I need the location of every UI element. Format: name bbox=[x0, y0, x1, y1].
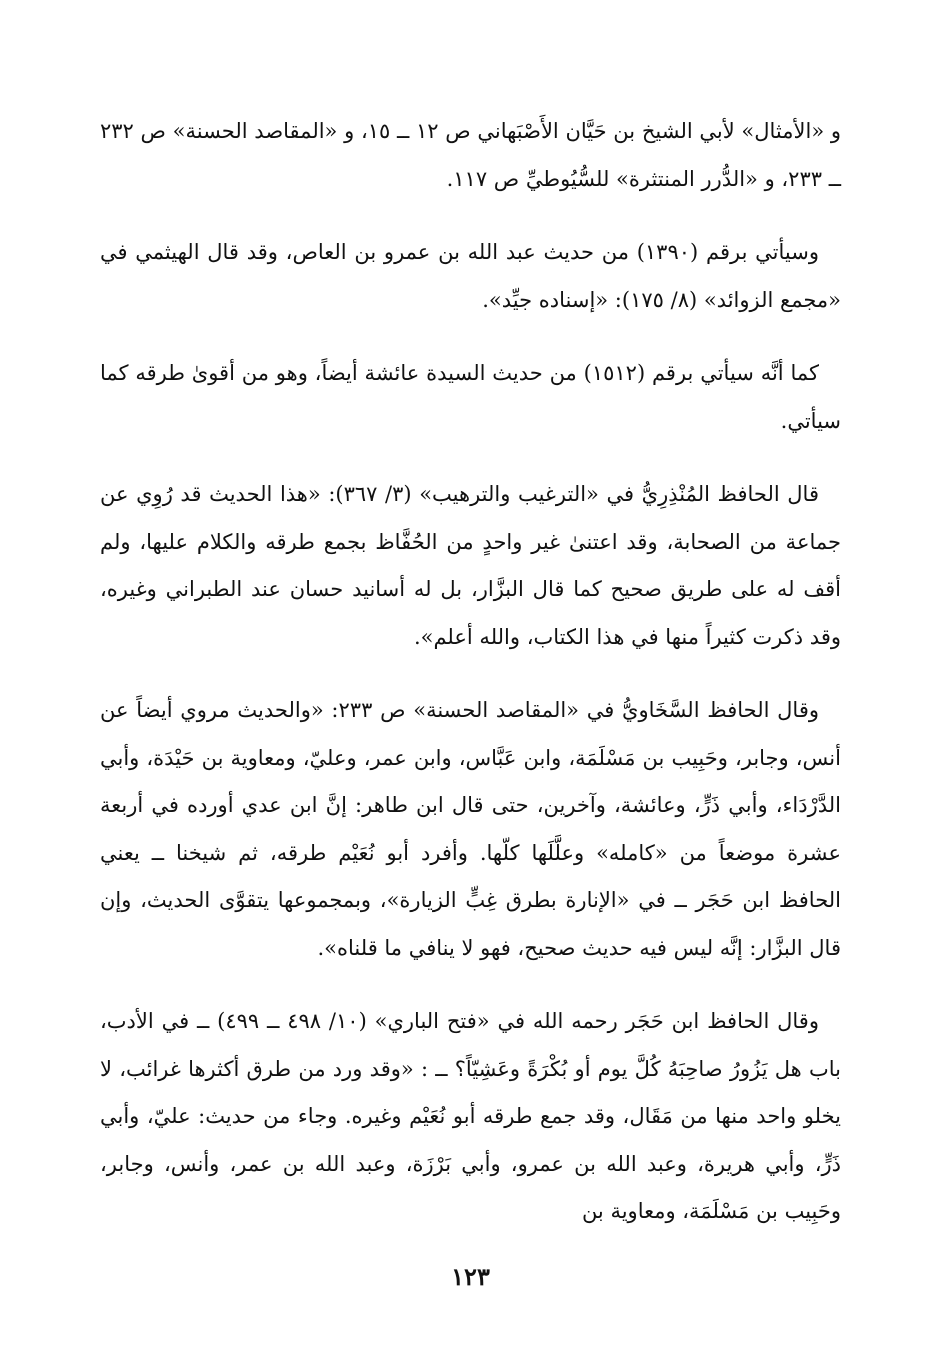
paragraph-hadith-1512: كما أنَّه سيأتي برقم (١٥١٢) من حديث السيدة عائشة أيضاً، وهو من أقوىٰ طرقه كما سيأتي. bbox=[100, 361, 841, 433]
paragraph-mundhiri-quote: قال الحافظ المُنْذِرِيُّ في «الترغيب والترهيب» (٣/ ٣٦٧): «هذا الحديث قد رُوِي عن جماعة من الصحابة، وقد اعتنىٰ غير واحدٍ من الحُفَّاظ بجمع طرقه والكلام عليها، ولم أقف له على طريق صحيح كما قال البزَّار، بل له أسانيد حسان عند الطبراني وغيره، وقد ذكرت كثيراً منها في هذا الكتاب، والله أعلم». bbox=[100, 482, 841, 649]
paragraph-sources: و «الأمثال» لأبي الشيخ بن حَيَّان الأَصْبَهاني ص ١٢ ــ ١٥، و «المقاصد الحسنة» ص ٢٣٢ ــ ٢٣٣، و «الدُّرر المنتثرة» للسُّيُوطيِّ ص ١١٧. bbox=[100, 119, 842, 191]
page-number: ١٢٣ bbox=[451, 1262, 490, 1291]
paragraph-hadith-1390: وسيأتي برقم (١٣٩٠) من حديث عبد الله بن عمرو بن العاص، وقد قال الهيثمي في «مجمع الزوائد» (٨/ ١٧٥): «إسناده جيِّد». bbox=[100, 240, 841, 312]
page-body bbox=[100, 108, 841, 1262]
paragraph-ibn-hajar-quote: وقال الحافظ ابن حَجَر رحمه الله في «فتح الباري» (١٠/ ٤٩٨ ــ ٤٩٩) ــ في الأدب، باب هل يَزُورُ صاحِبَهُ كُلَّ يوم أو بُكْرَةً وعَشِيّاً؟ ــ : «وقد ورد من طرق أكثرها غرائب، لا يخلو واحد منها من مَقَال، وقد جمع طرقه أبو نُعَيْم وغيره. وجاء من حديث: عليّ، وأبي ذَرٍّ، وأبي هريرة، وعبد الله بن عمرو، وأبي بَرْزَة، وعبد الله بن عمر، وأنس، وجابر، وحَبِيب بن مَسْلَمَة، ومعاوية بن bbox=[100, 1009, 841, 1223]
paragraph-sakhawi-quote: وقال الحافظ السَّخَاويُّ في «المقاصد الحسنة» ص ٢٣٣: «والحديث مروي أيضاً عن أنس، وجابر، وحَبِيب بن مَسْلَمَة، وابن عَبَّاس، وابن عمر، وعليّ، ومعاوية بن حَيْدَة، وأبي الدَّرْدَاء، وأبي ذَرٍّ، وعائشة، وآخرين، حتى قال ابن طاهر: إنَّ ابن عدي أورده في أربعة عشرة موضعاً من «كامله» وعلَّلَها كلّها. وأفرد أبو نُعَيْم طرقه، ثم شيخنا ــ يعني الحافظ ابن حَجَر ــ في «الإنارة بطرق غِبٍّ الزيارة»، وبمجموعها يتقوَّى الحديث، وإن قال البزَّار: إنَّه ليس فيه حديث صحيح، فهو لا ينافي ما قلناه». bbox=[100, 698, 841, 960]
